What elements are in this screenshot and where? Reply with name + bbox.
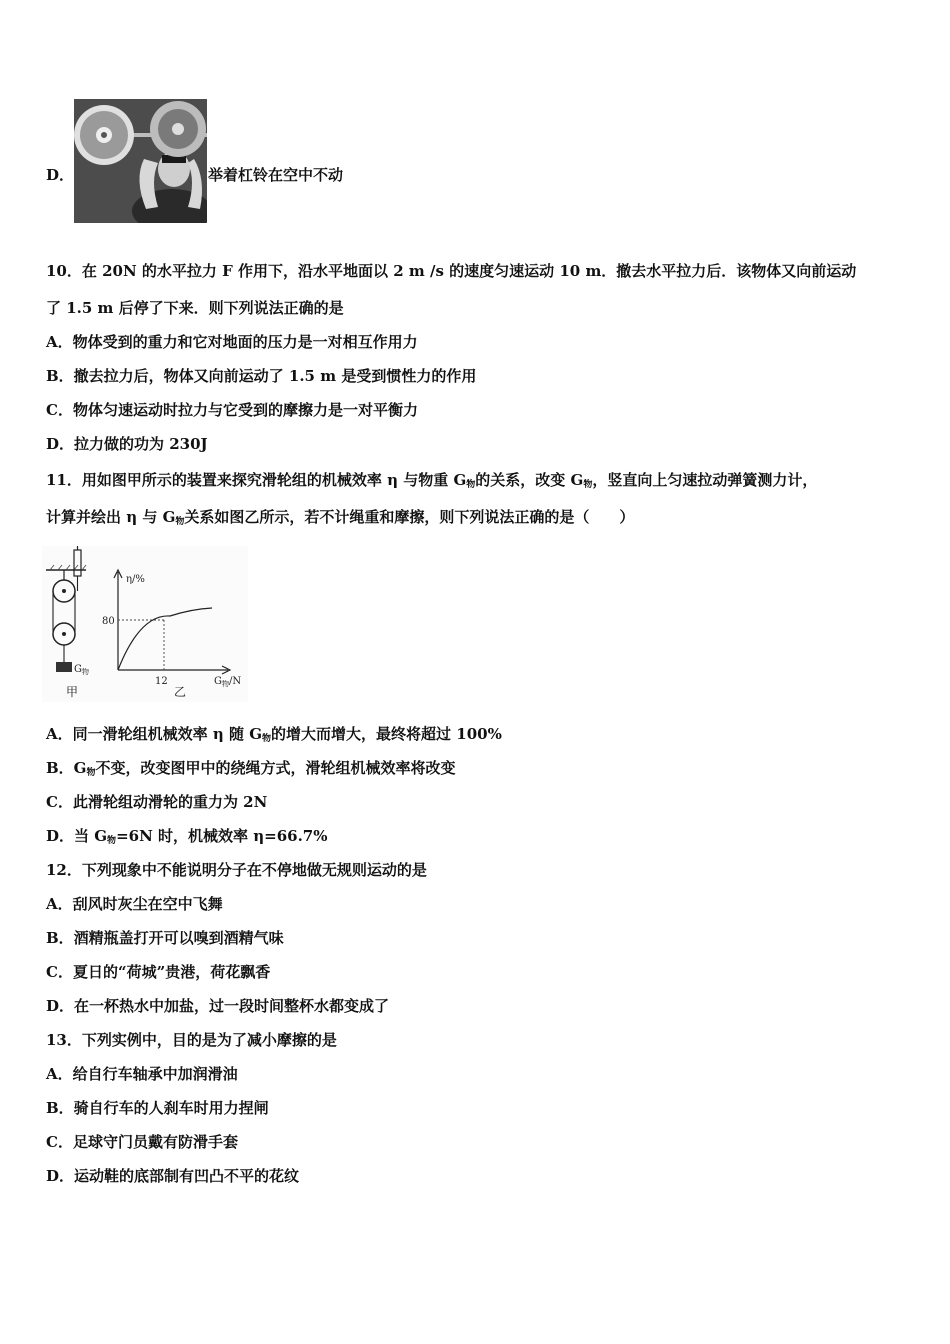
- q13-option-a: A．给自行车轴承中加润滑油: [46, 1065, 238, 1083]
- y-tick-80: 80: [102, 616, 115, 627]
- q9-option-d-text: 举着杠铃在空中不动: [208, 166, 344, 184]
- y-axis-label: η/%: [126, 574, 145, 585]
- x-tick-12: 12: [155, 676, 168, 687]
- q12-option-c: C．夏日的“荷城”贵港，荷花飘香: [46, 963, 271, 981]
- q9-option-d-letter: D．: [46, 166, 75, 184]
- q13-option-b: B．骑自行车的人刹车时用力捏闸: [46, 1099, 269, 1117]
- q10-option-b: B．撤去拉力后，物体又向前运动了 1.5 m 是受到惯性力的作用: [46, 367, 477, 385]
- figure-label-jia: 甲: [66, 685, 79, 699]
- q11-stem-line2: 计算并绘出 η 与 $G_物$关系如图乙所示，若不计绳重和摩擦，则下列说法正确的是（ ）: [46, 508, 635, 527]
- q10-stem-line2: 了 1.5 m 后停了下来．则下列说法正确的是: [46, 299, 344, 317]
- q11-option-d: D．当 $G_物=6N$ 时，机械效率 η=66.7%: [46, 827, 328, 846]
- q10-option-d: D．拉力做的功为 230J: [46, 435, 208, 453]
- q11-option-c: C．此滑轮组动滑轮的重力为 2N: [46, 793, 268, 811]
- q11-stem-line1: 11．用如图甲所示的装置来探究滑轮组的机械效率 η 与物重 $G_物$的关系，改变 $G_物$，竖直向上匀速拉动弹簧测力计，: [46, 471, 818, 490]
- q13-stem: 13．下列实例中，目的是为了减小摩擦的是: [46, 1031, 337, 1049]
- weightlifter-photo: [74, 99, 207, 223]
- q12-option-a: A．刮风时灰尘在空中飞舞: [46, 895, 223, 913]
- q11-option-b: B．$G_物$不变，改变图甲中的绕绳方式，滑轮组机械效率将改变: [46, 759, 456, 778]
- q10-stem-line1: 10．在 20N 的水平拉力 F 作用下，沿水平地面以 2 m /s 的速度匀速运动 10 m．撤去水平拉力后．该物体又向前运动: [46, 262, 857, 280]
- q13-option-c: C．足球守门员戴有防滑手套: [46, 1133, 238, 1151]
- q12-option-b: B．酒精瓶盖打开可以嗅到酒精气味: [46, 929, 284, 947]
- weight-block: [56, 662, 72, 672]
- q13-option-d: D．运动鞋的底部制有凹凸不平的花纹: [46, 1167, 300, 1185]
- q11-figure: [42, 546, 248, 702]
- q12-option-d: D．在一杯热水中加盐，过一段时间整杯水都变成了: [46, 997, 390, 1015]
- weight-label: $G_物$: [74, 664, 89, 676]
- q11-option-a: A．同一滑轮组机械效率 η 随 $G_物$的增大而增大，最终将超过 100%: [46, 725, 502, 744]
- figure-label-yi: 乙: [174, 685, 187, 699]
- q10-option-c: C．物体匀速运动时拉力与它受到的摩擦力是一对平衡力: [46, 401, 418, 419]
- q10-option-a: A．物体受到的重力和它对地面的压力是一对相互作用力: [46, 333, 418, 351]
- q12-stem: 12．下列现象中不能说明分子在不停地做无规则运动的是: [46, 861, 427, 879]
- x-axis-label: $G_物/N$: [214, 676, 242, 688]
